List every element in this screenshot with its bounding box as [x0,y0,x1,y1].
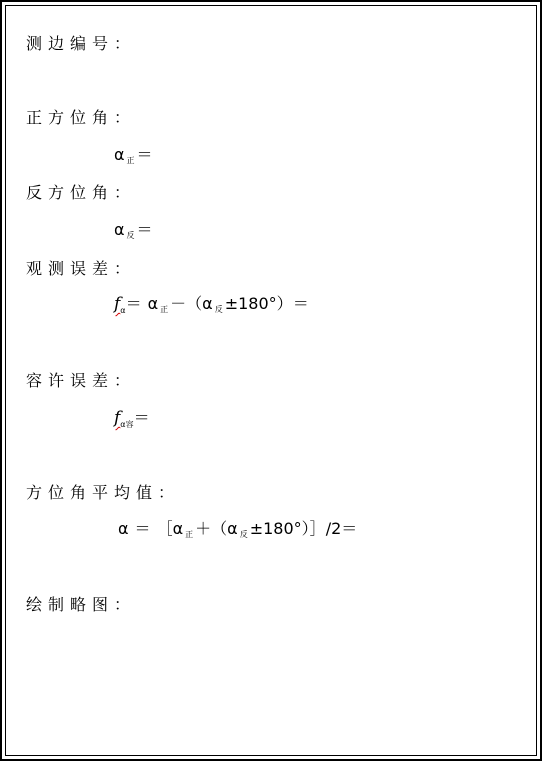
minus-sign: － [170,294,187,313]
allowed-error-formula [114,408,150,435]
mean-azimuth-label: 方位角平均值： [26,483,181,502]
alpha-symbol: α [202,294,213,313]
alpha-symbol: α [118,519,129,538]
alpha-symbol: α [114,145,125,164]
allowed-error-label: 容许误差： [26,371,137,390]
subscript-reverse: 反 [214,305,223,314]
equals-sign: ＝ [341,519,358,538]
plus-minus-sign: ± [224,294,239,313]
divide-by-two: /2 [325,519,342,538]
close-paren: ） [301,519,310,538]
equals-sign: ＝ [136,220,153,239]
edge-number-label: 测边编号： [26,34,137,53]
plus-sign: ＋ [195,519,212,538]
alpha-symbol: α [147,294,159,313]
plus-minus-sign: ± [249,519,264,538]
equals-sign: ＝ [136,145,153,164]
open-paren: （ [211,519,228,538]
angle-180: 180° [263,519,302,538]
equals-sign: ＝ [292,294,309,313]
reverse-azimuth-label: 反方位角： [26,183,137,202]
open-paren: （ [186,294,203,313]
close-paren: ） [276,294,293,313]
reverse-azimuth-formula [114,220,153,246]
alpha-symbol: α [114,220,125,239]
equals-sign: ＝ [125,294,142,313]
forward-azimuth-label: 正方位角： [26,108,137,127]
mean-azimuth-formula [118,519,357,545]
equals-sign: ＝ [134,519,151,538]
f-symbol: f [114,294,121,314]
subscript-alpha: α [120,306,126,315]
subscript-alpha-allow: α容 [120,420,134,429]
close-bracket: ］ [309,519,326,538]
angle-180: 180° [238,294,277,313]
observed-error-formula [114,294,309,321]
subscript-reverse: 反 [239,530,248,539]
sketch-label: 绘制略图： [26,595,137,614]
f-symbol: f [114,408,121,428]
alpha-symbol: α [227,519,238,538]
subscript-forward: 正 [160,305,169,314]
equals-sign: ＝ [133,408,150,427]
open-bracket: ［ [156,519,173,538]
subscript-forward: 正 [185,530,194,539]
forward-azimuth-formula [114,145,153,171]
subscript-reverse: 反 [126,231,135,240]
alpha-symbol: α [172,519,184,538]
observed-error-label: 观测误差： [26,259,137,278]
subscript-forward: 正 [126,156,135,165]
